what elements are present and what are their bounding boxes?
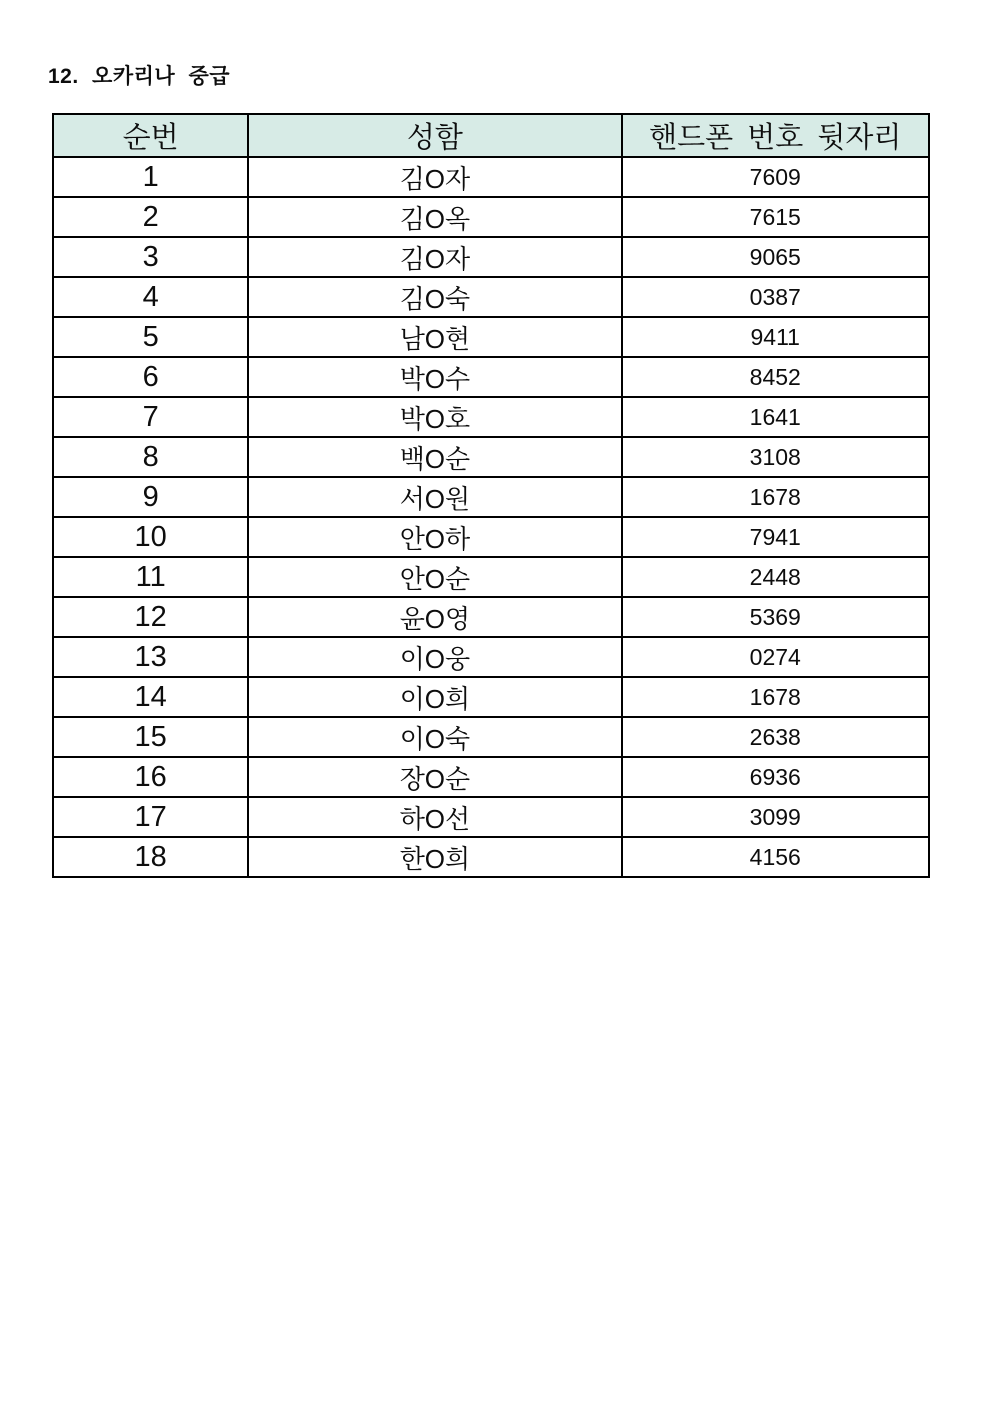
name-cell: 박O호 [248,397,621,437]
table-row [53,397,929,437]
name-cell: 박O수 [248,357,621,397]
serial-cell: 15 [53,717,248,757]
table-row [53,837,929,877]
serial-cell: 7 [53,397,248,437]
table-row [53,437,929,477]
serial-cell: 2 [53,197,248,237]
serial-cell: 12 [53,597,248,637]
serial-cell: 9 [53,477,248,517]
phone-cell: 7941 [622,517,929,557]
table-row [53,597,929,637]
table-row [53,637,929,677]
table-row [53,317,929,357]
table-row [53,557,929,597]
serial-cell: 14 [53,677,248,717]
table-row [53,717,929,757]
name-cell: 안O하 [248,517,621,557]
phone-cell: 7609 [622,157,929,197]
header-row [53,114,929,157]
name-cell: 김O숙 [248,277,621,317]
table-row [53,677,929,717]
serial-cell: 10 [53,517,248,557]
name-cell: 김O자 [248,237,621,277]
phone-cell: 8452 [622,357,929,397]
table-row [53,357,929,397]
serial-cell: 13 [53,637,248,677]
table-row [53,157,929,197]
name-cell: 장O순 [248,757,621,797]
serial-cell: 11 [53,557,248,597]
phone-cell: 9065 [622,237,929,277]
phone-cell: 7615 [622,197,929,237]
phone-cell: 4156 [622,837,929,877]
serial-cell: 5 [53,317,248,357]
phone-cell: 2638 [622,717,929,757]
table-row [53,277,929,317]
phone-cell: 6936 [622,757,929,797]
name-cell: 한O희 [248,837,621,877]
phone-cell: 2448 [622,557,929,597]
serial-cell: 8 [53,437,248,477]
phone-cell: 1678 [622,677,929,717]
roster-table [52,113,930,878]
serial-cell: 1 [53,157,248,197]
phone-cell: 0387 [622,277,929,317]
phone-cell: 1641 [622,397,929,437]
name-cell: 김O자 [248,157,621,197]
name-cell: 김O옥 [248,197,621,237]
table-header [53,114,929,157]
name-cell: 이O웅 [248,637,621,677]
serial-cell: 3 [53,237,248,277]
table-row [53,757,929,797]
serial-cell: 4 [53,277,248,317]
serial-cell: 16 [53,757,248,797]
serial-cell: 18 [53,837,248,877]
column-header-serial: 순번 [53,114,248,157]
phone-cell: 3108 [622,437,929,477]
name-cell: 서O원 [248,477,621,517]
name-cell: 남O현 [248,317,621,357]
name-cell: 윤O영 [248,597,621,637]
column-header-name: 성함 [248,114,621,157]
name-cell: 백O순 [248,437,621,477]
table-row [53,797,929,837]
serial-cell: 17 [53,797,248,837]
column-header-phone: 핸드폰 번호 뒷자리 [622,114,929,157]
name-cell: 이O희 [248,677,621,717]
serial-cell: 6 [53,357,248,397]
table-row [53,517,929,557]
name-cell: 안O순 [248,557,621,597]
table-row [53,197,929,237]
page-title: 12. 오카리나 중급 [48,65,231,88]
table-body [53,157,929,877]
table-row [53,237,929,277]
phone-cell: 5369 [622,597,929,637]
phone-cell: 3099 [622,797,929,837]
phone-cell: 1678 [622,477,929,517]
table-row [53,477,929,517]
phone-cell: 9411 [622,317,929,357]
phone-cell: 0274 [622,637,929,677]
name-cell: 하O선 [248,797,621,837]
name-cell: 이O숙 [248,717,621,757]
